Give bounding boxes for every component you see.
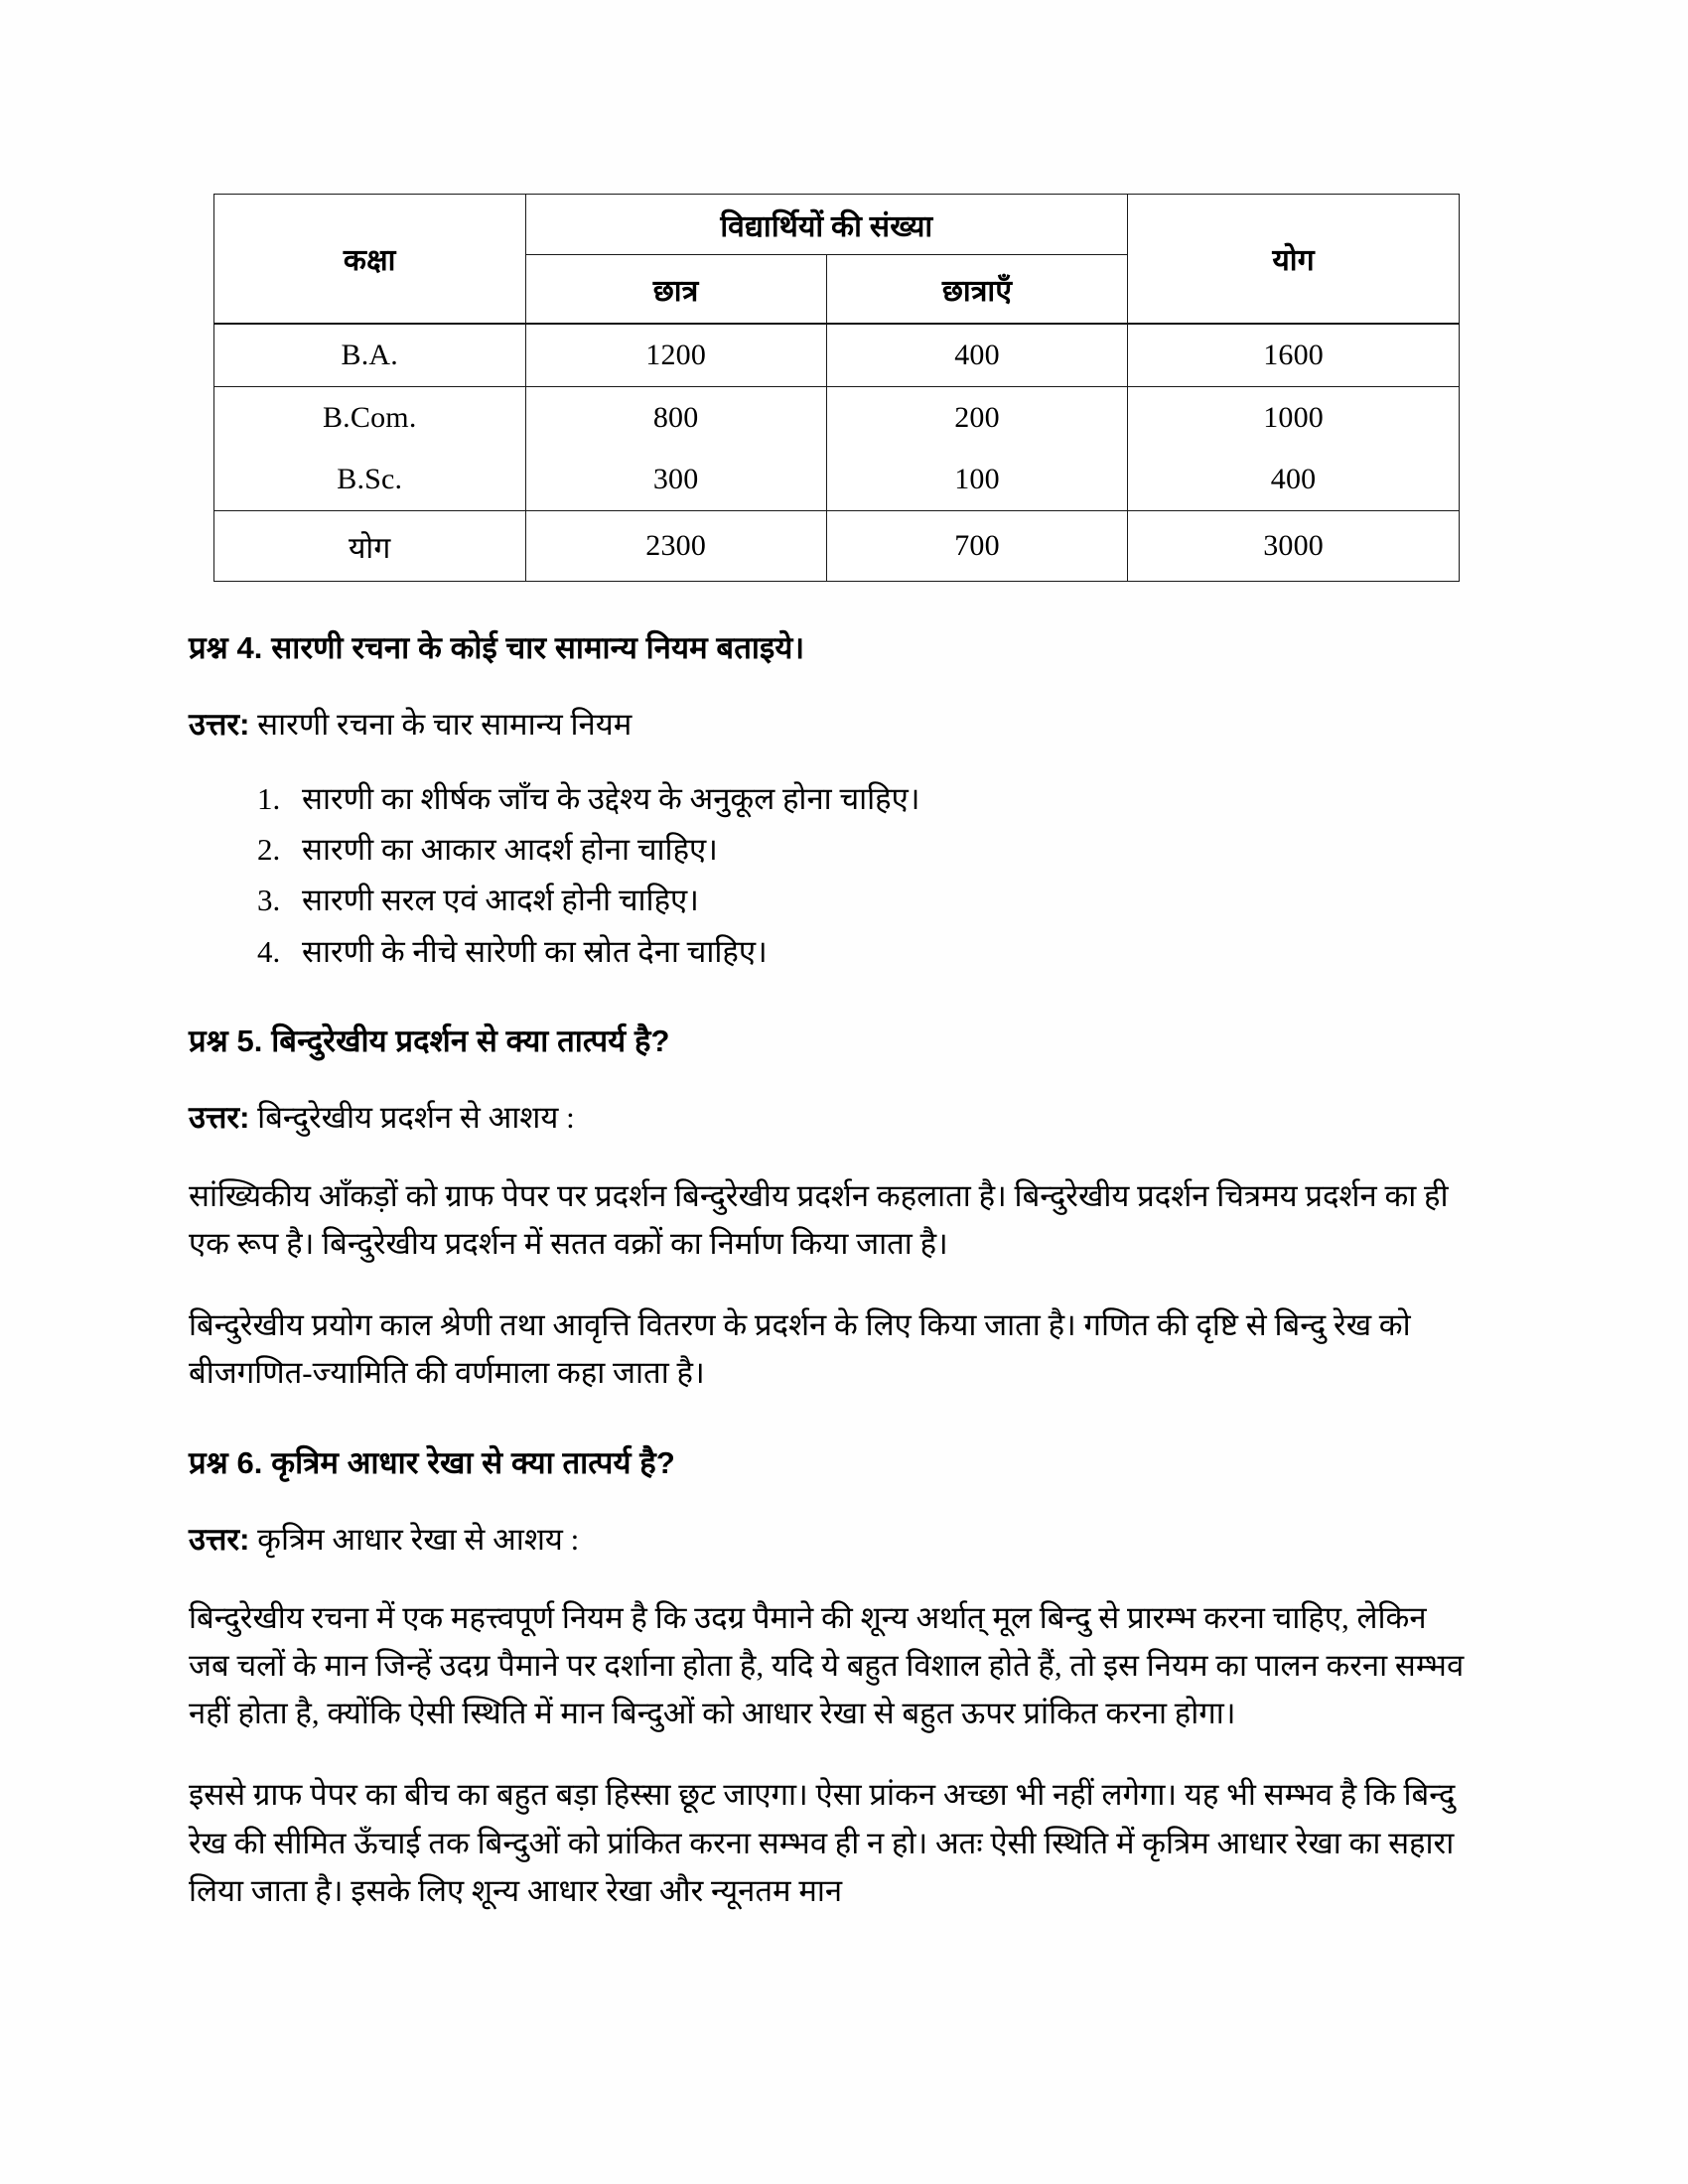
question-6-paragraph-2: इससे ग्राफ पेपर का बीच का बहुत बड़ा हिस्सा छूट जाएगा। ऐसा प्रांकन अच्छा भी नहीं लगेगा। यह भी सम्भव है कि बिन्दु रेख की सीमित ऊँचाई तक बिन्दुओं को प्रांकित करना सम्भव ही न हो। अतः ऐसी स्थिति में कृत्रिम आधार रेखा का सहारा लिया जाता है। इसके लिए शून्य आधार रेखा और न्यूनतम मान <box>189 1777 1456 1908</box>
cell-male: 300 <box>525 449 826 511</box>
question-5-answer <box>189 1096 1470 1139</box>
answer-label: उत्तर: <box>189 706 250 742</box>
table-head <box>214 195 1460 325</box>
cell-female: 400 <box>826 324 1127 387</box>
total-male: 2300 <box>525 511 826 582</box>
list-item: 3. सारणी सरल एवं आदर्श होनी चाहिए। <box>288 877 1470 923</box>
answer-text: कृत्रिम आधार रेखा से आशय : <box>249 1521 580 1557</box>
cell-male: 800 <box>525 387 826 450</box>
cell-female: 200 <box>826 387 1127 450</box>
question-5-paragraph-2: बिन्दुरेखीय प्रयोग काल श्रेणी तथा आवृत्ति वितरण के प्रदर्शन के लिए किया जाता है। गणित की दृष्टि से बिन्दु रेख को बीजगणित-ज्यामिति की वर्णमाला कहा जाता है। <box>189 1307 1411 1391</box>
answer-label: उत्तर: <box>189 1099 250 1135</box>
question-4-answer <box>189 703 1470 746</box>
students-count-table-wrapper <box>213 194 1460 582</box>
question-4-heading: प्रश्न 4. सारणी रचना के कोई चार सामान्य नियम बताइये। <box>189 630 805 665</box>
question-4-rules-list <box>189 775 1470 974</box>
students-count-table <box>213 194 1460 582</box>
table-row <box>214 387 1460 450</box>
question-5-paragraph-1: सांख्यिकीय आँकड़ों को ग्राफ पेपर पर प्रदर्शन बिन्दुरेखीय प्रदर्शन कहलाता है। बिन्दुरेखीय प्रदर्शन चित्रमय प्रदर्शन का ही एक रूप है। बिन्दुरेखीय प्रदर्शन में सतत वक्रों का निर्माण किया जाता है। <box>189 1177 1449 1261</box>
question-6-heading: प्रश्न 6. कृत्रिम आधार रेखा से क्या तात्पर्य है? <box>189 1445 675 1481</box>
table-row <box>214 324 1460 387</box>
table-total-row <box>214 511 1460 582</box>
table-row <box>214 449 1460 511</box>
cell-class: B.A. <box>214 324 526 387</box>
page-content <box>189 194 1470 1915</box>
cell-class: B.Com. <box>214 387 526 450</box>
cell-male: 1200 <box>525 324 826 387</box>
header-male: छात्र <box>525 255 826 325</box>
total-grand: 3000 <box>1128 511 1460 582</box>
header-female: छात्राएँ <box>826 255 1127 325</box>
answer-text: सारणी रचना के चार सामान्य नियम <box>249 706 633 742</box>
answer-text: बिन्दुरेखीय प्रदर्शन से आशय : <box>249 1099 575 1135</box>
cell-total: 1000 <box>1128 387 1460 450</box>
list-item: 1. सारणी का शीर्षक जाँच के उद्देश्य के अनुकूल होना चाहिए। <box>288 775 1470 822</box>
answer-label: उत्तर: <box>189 1521 250 1557</box>
list-item: 4. सारणी के नीचे सारेणी का स्रोत देना चाहिए। <box>288 928 1470 975</box>
question-6-paragraph-1: बिन्दुरेखीय रचना में एक महत्त्वपूर्ण नियम है कि उदग्र पैमाने की शून्य अर्थात् मूल बिन्दु से प्रारम्भ करना चाहिए, लेकिन जब चलों के मान जिन्हें उदग्र पैमाने पर दर्शाना होता है, यदि ये बहुत विशाल होते हैं, तो इस नियम का पालन करना सम्भव नहीं होता है, क्योंकि ऐसी स्थिति में मान बिन्दुओं को आधार रेखा से बहुत ऊपर प्रांकित करना होगा। <box>189 1600 1465 1731</box>
total-label: योग <box>214 511 526 582</box>
cell-class: B.Sc. <box>214 449 526 511</box>
header-total: योग <box>1128 195 1460 325</box>
cell-total: 1600 <box>1128 324 1460 387</box>
total-female: 700 <box>826 511 1127 582</box>
table-header-row-1 <box>214 195 1460 255</box>
header-class: कक्षा <box>214 195 526 325</box>
cell-female: 100 <box>826 449 1127 511</box>
cell-total: 400 <box>1128 449 1460 511</box>
question-5-heading: प्रश्न 5. बिन्दुरेखीय प्रदर्शन से क्या तात्पर्य है? <box>189 1023 670 1058</box>
list-item: 2. सारणी का आकार आदर्श होना चाहिए। <box>288 826 1470 873</box>
table-body <box>214 324 1460 582</box>
header-students-group: विद्यार्थियों की संख्या <box>525 195 1128 255</box>
question-6-answer <box>189 1518 1470 1561</box>
